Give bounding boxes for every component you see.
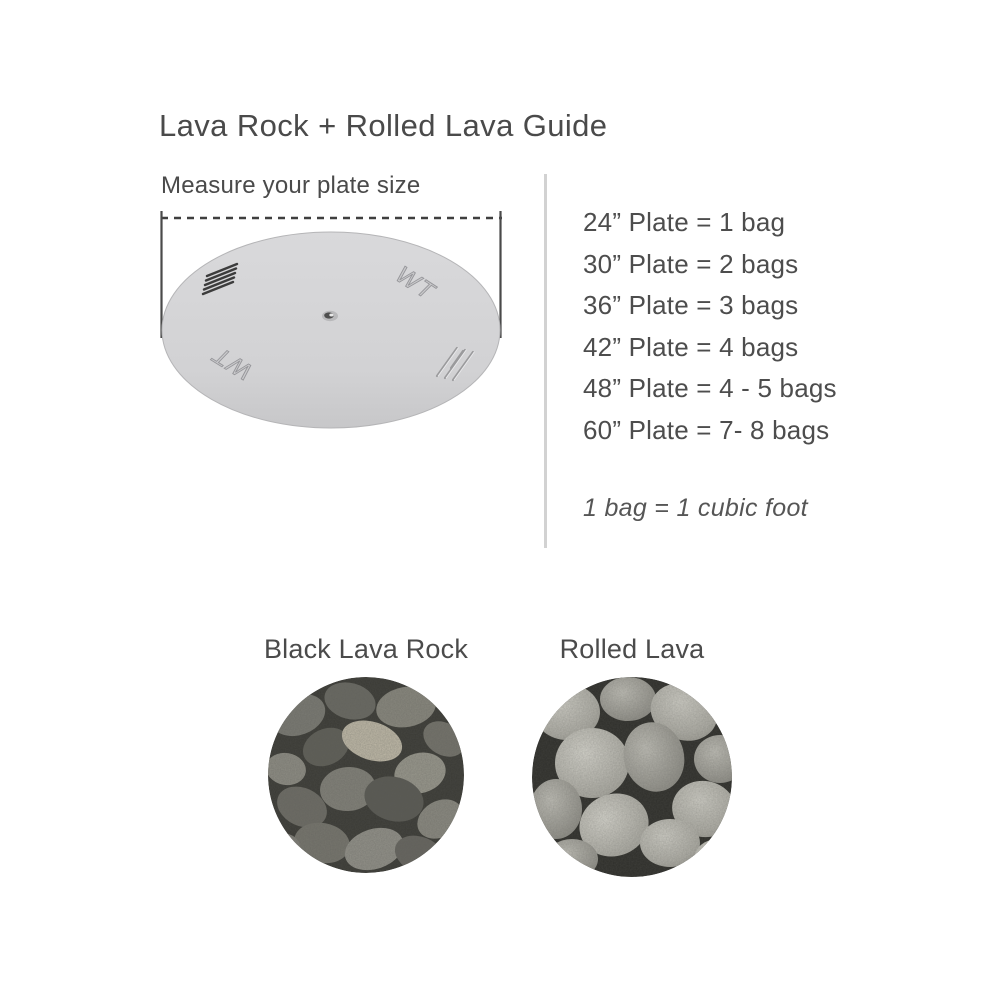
material-label: Black Lava Rock [263, 634, 469, 664]
size-row: 36” Plate = 3 bags [583, 290, 799, 321]
wt-engraving-top: WT [388, 262, 443, 305]
size-row: 42” Plate = 4 bags [583, 331, 799, 362]
bag-volume-note: 1 bag = 1 cubic foot [583, 494, 808, 522]
size-row: 30” Plate = 2 bags [583, 248, 799, 279]
pebble-texture [532, 677, 732, 877]
size-row: 24” Plate = 1 bag [583, 207, 786, 237]
page-title: Lava Rock + Rolled Lava Guide [159, 108, 608, 143]
material-label: Rolled Lava [559, 634, 705, 664]
rock-texture [268, 677, 464, 873]
size-row: 48” Plate = 4 - 5 bags [583, 373, 837, 404]
rolled-lava-figure [514, 634, 750, 877]
measure-plate-heading: Measure your plate size [161, 172, 421, 199]
black-lava-rock-figure [246, 634, 486, 873]
rolled-lava-photo [532, 677, 732, 877]
bag-size-table [583, 202, 837, 452]
plate-center-hole [322, 311, 338, 321]
size-row: 60” Plate = 7- 8 bags [583, 414, 830, 445]
black-lava-rock-photo [268, 677, 464, 873]
plate-measurement-diagram [152, 205, 508, 437]
wt-engraving-bottom: WT [205, 341, 260, 384]
section-divider [544, 174, 547, 548]
plate-ellipse [162, 232, 500, 428]
